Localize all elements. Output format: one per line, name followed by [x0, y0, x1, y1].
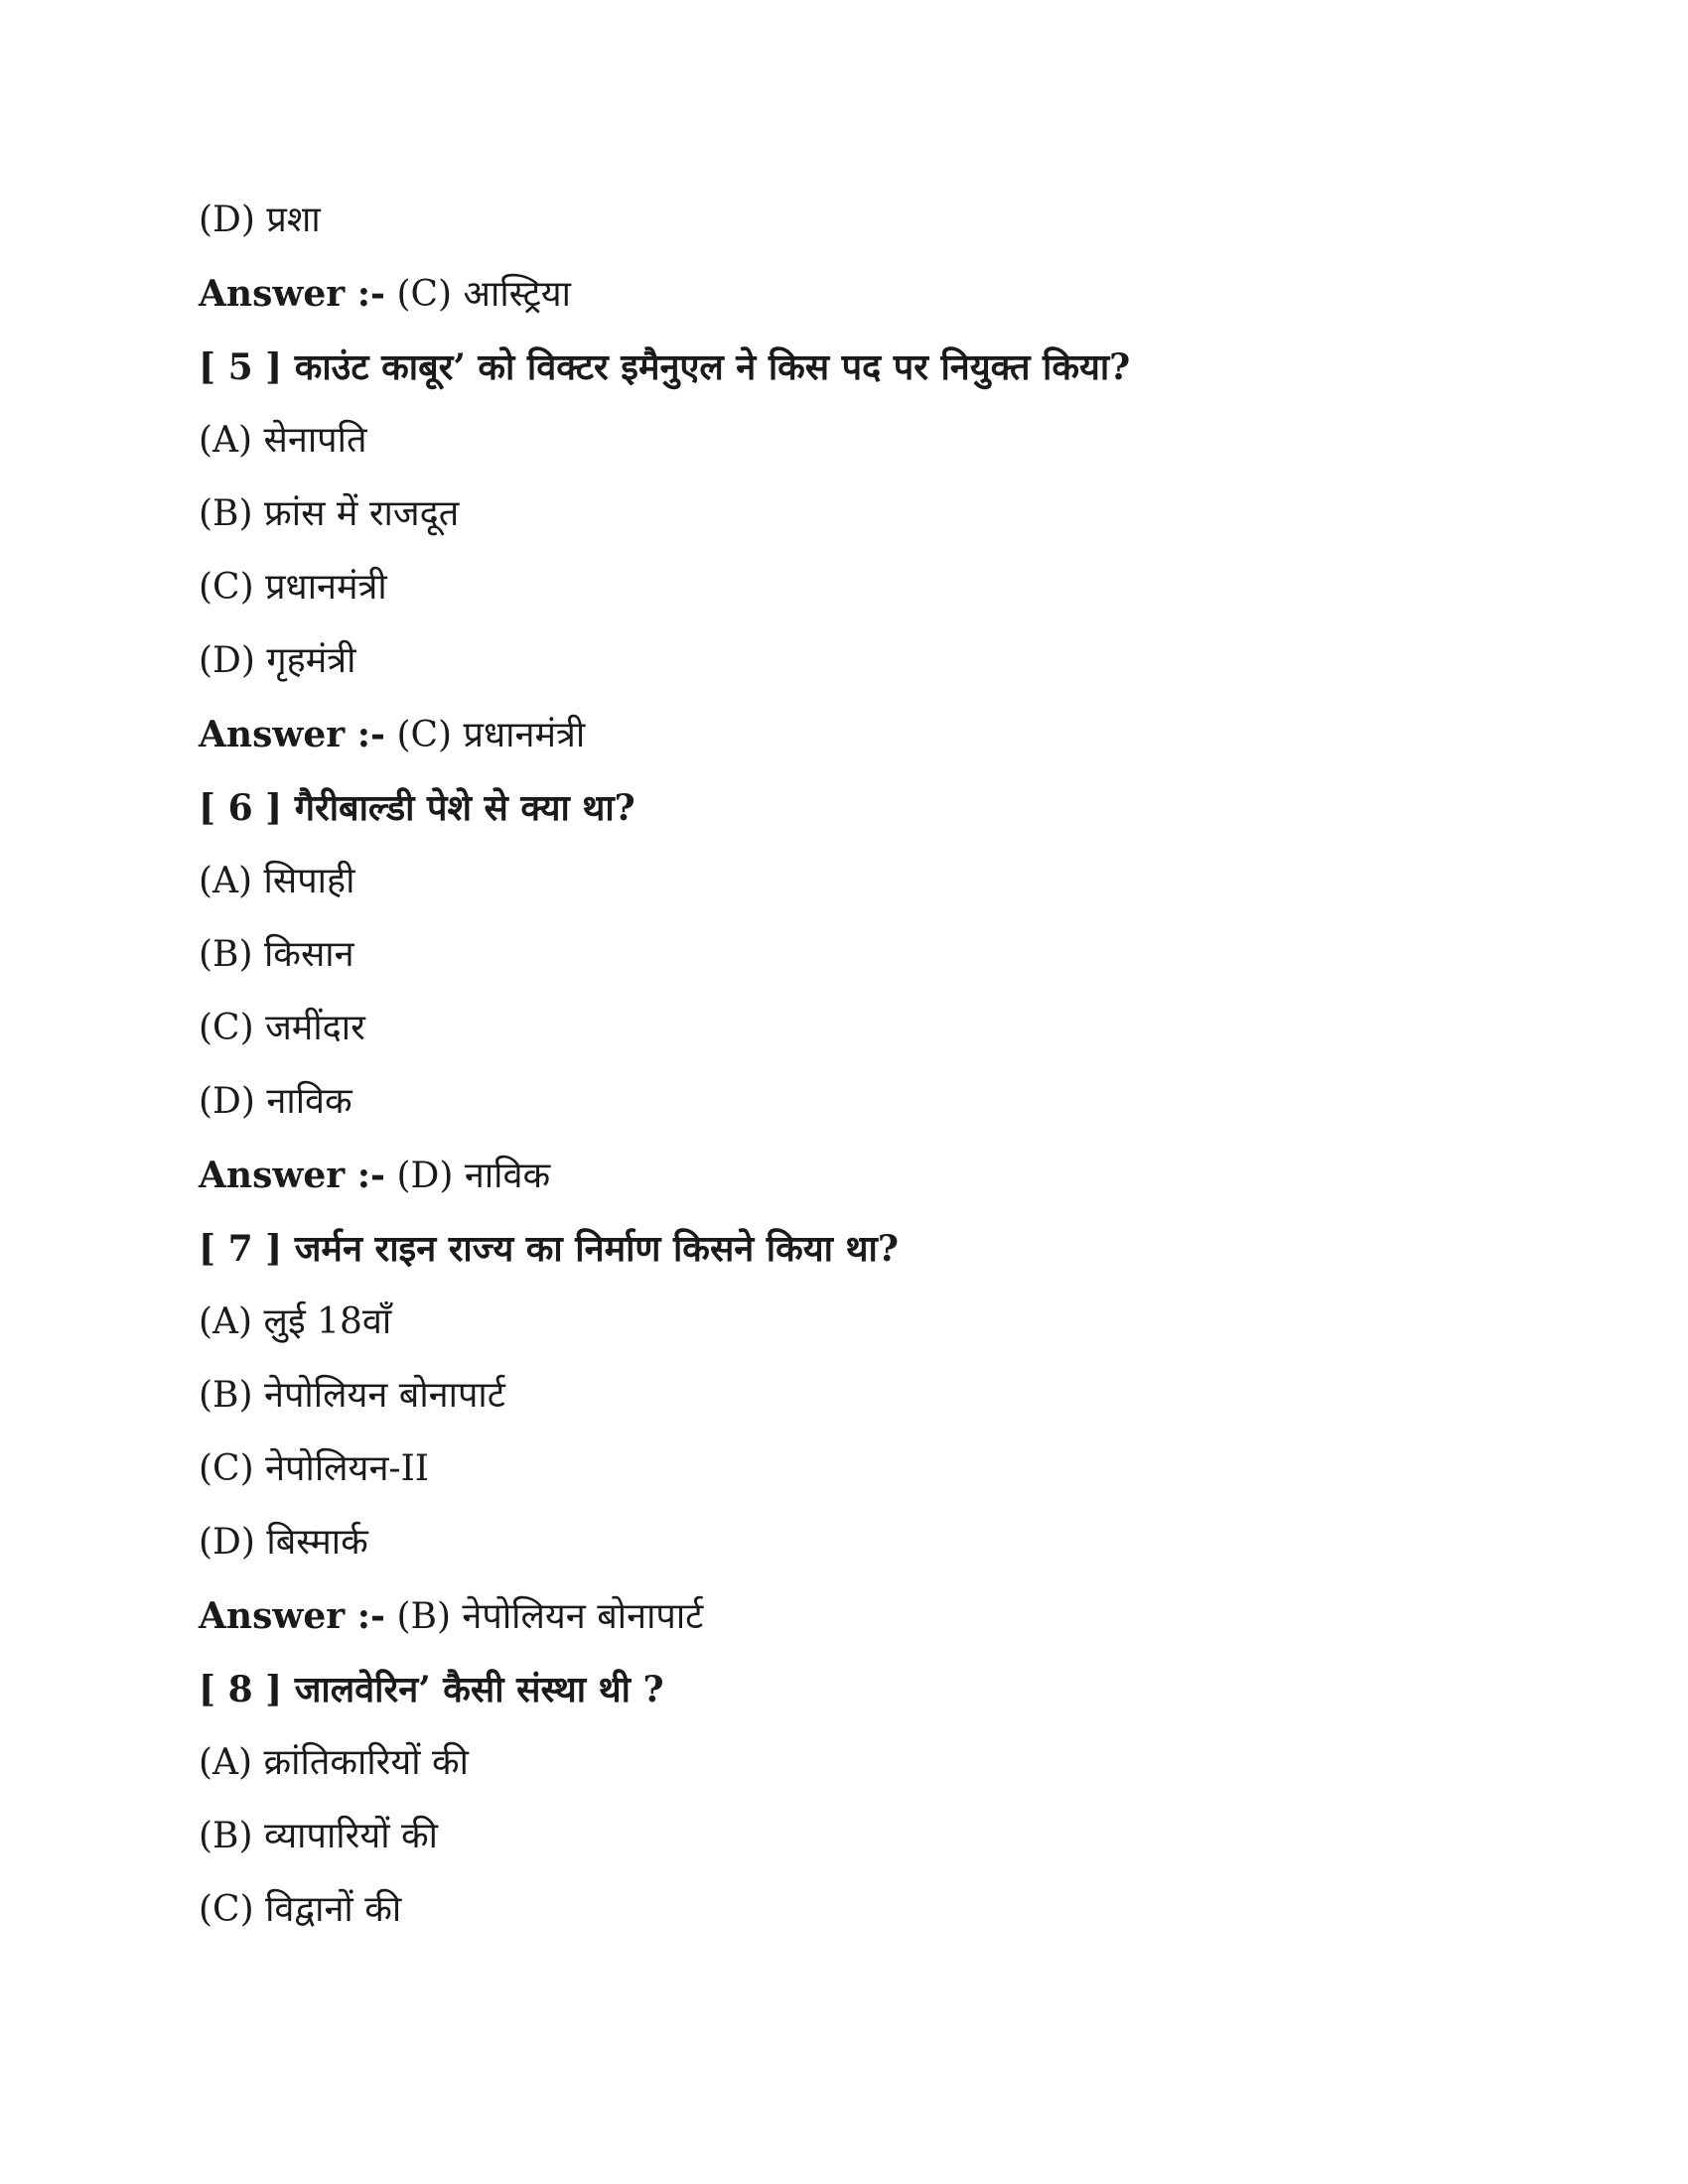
option-line [199, 637, 356, 685]
answer-line [199, 270, 571, 319]
option-text: (B) फ्रांस में राजदूत [199, 493, 460, 534]
answer-label: Answer :- [199, 1155, 385, 1196]
option-text: (A) लुई 18वाँ [199, 1301, 392, 1342]
answer-line [199, 711, 585, 759]
option-text: (B) व्यापारियों की [199, 1816, 438, 1856]
option-line [199, 564, 387, 612]
answer-label: Answer :- [199, 1595, 385, 1637]
option-line [199, 1445, 429, 1493]
question-line [199, 343, 1130, 391]
option-text: (C) प्रधानमंत्री [199, 567, 387, 608]
option-text: (D) नाविक [199, 1081, 352, 1122]
question-line [199, 1666, 664, 1713]
answer-line [199, 1592, 703, 1641]
option-line [199, 1078, 352, 1126]
answer-line [199, 1152, 550, 1200]
option-line [199, 1739, 469, 1787]
option-line [199, 1886, 401, 1934]
option-text: (C) नेपोलियन-II [199, 1448, 430, 1489]
option-text: (D) बिस्मार्क [199, 1522, 368, 1563]
option-text: (B) नेपोलियन बोनापार्ट [199, 1375, 505, 1416]
option-line [199, 1005, 365, 1052]
question-line [199, 784, 635, 832]
option-line [199, 1519, 368, 1567]
option-line [199, 490, 459, 538]
option-line [199, 1372, 505, 1420]
question-text: [ 6 ] गैरीबाल्डी पेशे से क्या था? [199, 787, 635, 829]
option-text: (B) किसान [199, 934, 354, 975]
question-text: [ 5 ] काउंट काबूर’ को विक्टर इमैनुएल ने किस पद पर नियुक्त किया? [199, 346, 1131, 388]
answer-text: (B) नेपोलियन बोनापार्ट [385, 1596, 704, 1637]
answer-text: (D) नाविक [385, 1156, 551, 1196]
answer-label: Answer :- [199, 273, 385, 315]
option-line [199, 417, 366, 465]
option-text: (A) सेनापति [199, 420, 367, 461]
option-text: (A) सिपाही [199, 861, 355, 901]
option-line [199, 197, 321, 244]
option-line [199, 858, 354, 905]
question-text: [ 8 ] जालवेरिन’ कैसी संस्था थी ? [199, 1669, 664, 1710]
option-line [199, 1813, 438, 1860]
option-text: (C) जमींदार [199, 1008, 365, 1048]
question-text: [ 7 ] जर्मन राइन राज्य का निर्माण किसने किया था? [199, 1228, 899, 1270]
option-text: (A) क्रांतिकारियों की [199, 1742, 469, 1783]
option-text: (D) गृहमंत्री [199, 640, 356, 681]
option-text: (C) विद्वानों की [199, 1889, 402, 1930]
answer-text: (C) प्रधानमंत्री [385, 715, 586, 755]
option-line [199, 931, 354, 979]
option-text: (D) प्रशा [199, 200, 321, 240]
answer-text: (C) आस्ट्रिया [385, 274, 571, 315]
option-line [199, 1298, 391, 1346]
answer-label: Answer :- [199, 714, 385, 755]
question-line [199, 1225, 899, 1273]
